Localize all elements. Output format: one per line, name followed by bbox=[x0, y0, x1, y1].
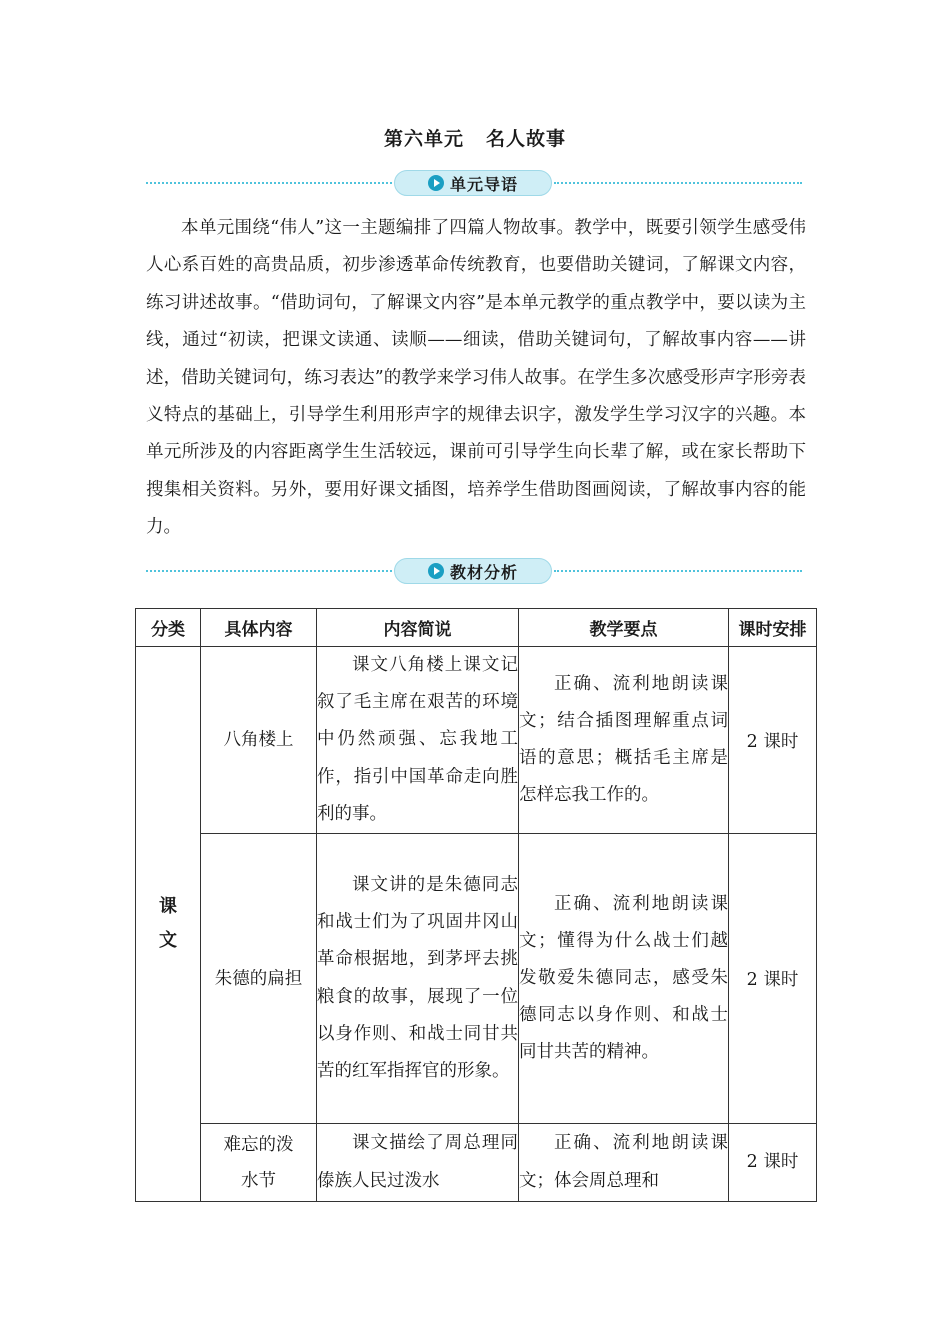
category-cell bbox=[136, 647, 201, 1202]
arrow-right-icon bbox=[428, 175, 444, 191]
header-content: 具体内容 bbox=[201, 609, 317, 647]
key-points-text: 正确、流利地朗读课文；体会周总理和 bbox=[519, 1133, 728, 1191]
header-category: 分类 bbox=[136, 609, 201, 647]
lesson-hours: 2 课时 bbox=[729, 647, 817, 834]
intro-paragraph bbox=[146, 210, 806, 547]
section-header-analysis bbox=[146, 558, 802, 584]
section-label-text: 单元导语 bbox=[449, 174, 518, 194]
lesson-summary bbox=[317, 834, 519, 1124]
table-row bbox=[136, 1124, 817, 1202]
arrow-right-icon bbox=[428, 563, 444, 579]
lesson-key-points bbox=[519, 834, 729, 1124]
lesson-summary bbox=[317, 1124, 519, 1202]
category-char: 文 bbox=[159, 930, 177, 951]
header-summary: 内容简说 bbox=[317, 609, 519, 647]
divider bbox=[554, 570, 802, 572]
header-key-points: 教学要点 bbox=[519, 609, 729, 647]
lesson-summary bbox=[317, 647, 519, 834]
lesson-hours: 2 课时 bbox=[729, 1124, 817, 1202]
divider bbox=[146, 570, 392, 572]
unit-theme: 名人故事 bbox=[486, 128, 567, 150]
lesson-hours: 2 课时 bbox=[729, 834, 817, 1124]
key-points-text: 正确、流利地朗读课文；懂得为什么战士们越发敬爱朱德同志，感受朱德同志以身作则、和战士同甘共苦的精神。 bbox=[519, 893, 728, 1063]
section-header-guide bbox=[146, 170, 802, 196]
summary-text: 课文描绘了周总理同傣族人民过泼水 bbox=[317, 1133, 518, 1191]
table-row bbox=[136, 834, 817, 1124]
lesson-title-text: 难忘的泼水节 bbox=[223, 1134, 294, 1191]
category-char: 课 bbox=[159, 896, 177, 917]
section-label-analysis bbox=[394, 558, 552, 584]
analysis-table bbox=[135, 608, 817, 1202]
summary-text: 课文八角楼上课文记叙了毛主席在艰苦的环境中仍然顽强、忘我地工作，指引中国革命走向胜利的事。 bbox=[317, 655, 518, 824]
section-label-guide bbox=[394, 170, 552, 196]
table-row bbox=[136, 647, 817, 834]
summary-text: 课文讲的是朱德同志和战士们为了巩固井冈山革命根据地，到茅坪去挑粮食的故事，展现了一位以身作则、和战士同甘共苦的红军指挥官的形象。 bbox=[317, 874, 518, 1081]
unit-number: 第六单元 bbox=[383, 128, 464, 150]
section-label-text: 教材分析 bbox=[449, 562, 518, 582]
divider bbox=[554, 182, 802, 184]
lesson-key-points bbox=[519, 1124, 729, 1202]
key-points-text: 正确、流利地朗读课文；结合插图理解重点词语的意思；概括毛主席是怎样忘我工作的。 bbox=[519, 673, 728, 806]
header-schedule: 课时安排 bbox=[729, 609, 817, 647]
lesson-key-points bbox=[519, 647, 729, 834]
lesson-title: 朱德的扁担 bbox=[201, 834, 317, 1124]
lesson-title bbox=[201, 1124, 317, 1202]
table-header-row bbox=[136, 609, 817, 647]
page-title bbox=[0, 124, 950, 151]
divider bbox=[146, 182, 392, 184]
lesson-title: 八角楼上 bbox=[201, 647, 317, 834]
intro-text: 本单元围绕“伟人”这一主题编排了四篇人物故事。教学中，既要引领学生感受伟人心系百姓的高贵品质，初步渗透革命传统教育，也要借助关键词，了解课文内容，练习讲述故事。“借助词句，了解课文内容”是本单元教学的重点教学中，要以读为主线，通过“初读，把课文读通、读顺——细读，借助关键词句，了解故事内容——讲述，借助关键词句，练习表达”的教学来学习伟人故事。在学生多次感受形声字形旁表义特点的基础上，引导学生利用形声字的规律去识字，激发学生学习汉字的兴趣。本单元所涉及的内容距离学生生活较远，课前可引导学生向长辈了解，或在家长帮助下搜集相关资料。另外，要用好课文插图，培养学生借助图画阅读，了解故事内容的能力。 bbox=[146, 218, 806, 538]
